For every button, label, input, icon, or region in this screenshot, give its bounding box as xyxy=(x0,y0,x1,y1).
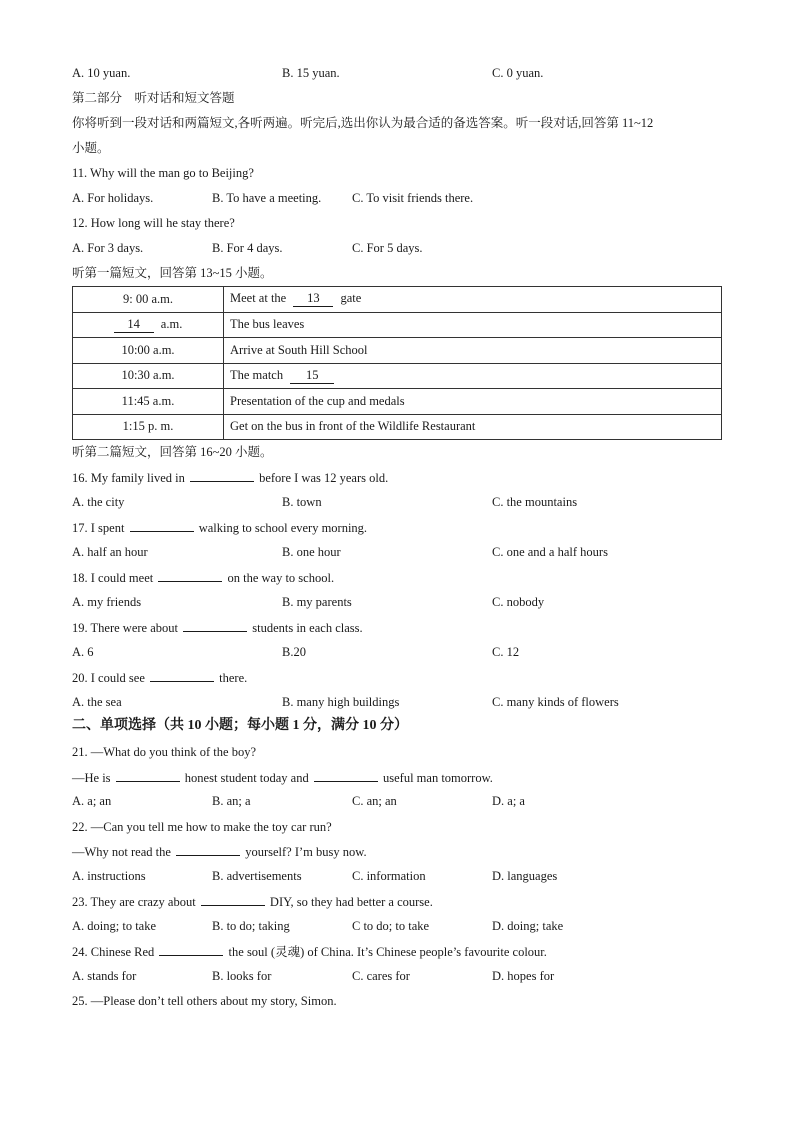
stem-text: the soul (灵魂) of China. It’s Chinese people’s favourite colour. xyxy=(228,945,547,959)
q24-option-a: A. stands for xyxy=(72,969,137,983)
answer-blank xyxy=(201,893,265,906)
answer-blank xyxy=(158,569,222,582)
q21-option-c: C. an; an xyxy=(352,794,397,808)
q21-option-b: B. an; a xyxy=(212,794,251,808)
stem-text: —Why not read the xyxy=(72,845,171,859)
q16-option-c: C. the mountains xyxy=(492,495,578,509)
q17-option-c: C. one and a half hours xyxy=(492,545,608,559)
q22-option-a: A. instructions xyxy=(72,869,146,883)
stem-text: 24. Chinese Red xyxy=(72,945,155,959)
time-text: a.m. xyxy=(160,316,183,331)
schedule-event: Presentation of the cup and medals xyxy=(224,389,722,415)
answer-blank xyxy=(190,469,254,482)
event-text: Meet at the xyxy=(230,291,287,306)
stem-text: useful man tomorrow. xyxy=(383,771,493,785)
stem-text: —He is xyxy=(72,771,111,785)
q16-stem xyxy=(72,469,388,486)
schedule-time: 1:15 p. m. xyxy=(73,414,224,440)
stem-text: walking to school every morning. xyxy=(198,521,368,535)
event-text: The match xyxy=(230,367,284,382)
q22-option-c: C. information xyxy=(352,869,426,883)
q21-option-d: D. a; a xyxy=(492,794,525,808)
q24-stem xyxy=(72,943,547,960)
answer-blank xyxy=(183,619,247,632)
q21-stem-line1: 21. —What do you think of the boy? xyxy=(72,745,256,759)
q21-option-a: A. a; an xyxy=(72,794,112,808)
q22-stem-line2 xyxy=(72,843,367,860)
stem-text: 17. I spent xyxy=(72,521,125,535)
q23-option-b: B. to do; taking xyxy=(212,919,290,933)
q22-option-b: B. advertisements xyxy=(212,869,302,883)
answer-blank xyxy=(116,769,180,782)
stem-text: honest student today and xyxy=(184,771,309,785)
q19-option-b: B.20 xyxy=(282,645,306,659)
stem-text: yourself? I’m busy now. xyxy=(245,845,367,859)
schedule-time: 10:00 a.m. xyxy=(73,338,224,364)
event-text: gate xyxy=(340,291,362,306)
q21-stem-line2 xyxy=(72,769,493,786)
table-row xyxy=(73,287,722,313)
answer-blank xyxy=(314,769,378,782)
q18-stem xyxy=(72,569,334,586)
q12-option-c: C. For 5 days. xyxy=(352,241,423,255)
table-row xyxy=(73,414,722,440)
q20-option-a: A. the sea xyxy=(72,695,122,709)
q23-option-a: A. doing; to take xyxy=(72,919,157,933)
stem-text: on the way to school. xyxy=(227,571,335,585)
table-row xyxy=(73,338,722,364)
answer-blank-13: 13 xyxy=(293,291,333,307)
schedule-time xyxy=(73,312,224,338)
schedule-event: Get on the bus in front of the Wildlife Restaurant xyxy=(224,414,722,440)
part2-instruction-line1: 你将听到一段对话和两篇短文,各听两遍。听完后,选出你认为最合适的备选答案。听一段对话,回答第 11~12 xyxy=(72,116,654,130)
stem-text: 19. There were about xyxy=(72,621,178,635)
table-row xyxy=(73,312,722,338)
q10-option-a: A. 10 yuan. xyxy=(72,66,131,80)
passage2-instruction: 听第二篇短文，回答第 16~20 小题。 xyxy=(72,445,273,459)
q24-option-c: C. cares for xyxy=(352,969,410,983)
q20-option-c: C. many kinds of flowers xyxy=(492,695,619,709)
q20-option-b: B. many high buildings xyxy=(282,695,400,709)
q11-option-c: C. To visit friends there. xyxy=(352,191,474,205)
q22-stem-line1: 22. —Can you tell me how to make the toy car run? xyxy=(72,820,332,834)
stem-text: 23. They are crazy about xyxy=(72,895,196,909)
q18-option-b: B. my parents xyxy=(282,595,352,609)
stem-text: before I was 12 years old. xyxy=(259,471,389,485)
q12-stem: 12. How long will he stay there? xyxy=(72,216,235,230)
q19-option-c: C. 12 xyxy=(492,645,520,659)
schedule-time: 9: 00 a.m. xyxy=(73,287,224,313)
q23-stem xyxy=(72,893,433,910)
stem-text: 20. I could see xyxy=(72,671,145,685)
stem-text: 18. I could meet xyxy=(72,571,154,585)
q24-option-b: B. looks for xyxy=(212,969,272,983)
schedule-time: 11:45 a.m. xyxy=(73,389,224,415)
schedule-event xyxy=(224,287,722,313)
q19-option-a: A. 6 xyxy=(72,645,94,659)
q24-option-d: D. hopes for xyxy=(492,969,555,983)
schedule-time: 10:30 a.m. xyxy=(73,363,224,389)
q11-option-b: B. To have a meeting. xyxy=(212,191,322,205)
answer-blank xyxy=(159,943,223,956)
schedule-event xyxy=(224,363,722,389)
schedule-event: Arrive at South Hill School xyxy=(224,338,722,364)
q20-stem xyxy=(72,669,247,686)
part2-title: 第二部分 听对话和短文答题 xyxy=(72,91,235,105)
stem-text: 16. My family lived in xyxy=(72,471,185,485)
answer-blank xyxy=(176,843,240,856)
answer-blank-14: 14 xyxy=(114,317,154,333)
q16-option-a: A. the city xyxy=(72,495,125,509)
section2-title: 二、单项选择（共 10 小题；每小题 1 分，满分 10 分） xyxy=(72,718,408,733)
answer-blank-15: 15 xyxy=(290,368,334,384)
q16-option-b: B. town xyxy=(282,495,322,509)
q17-option-a: A. half an hour xyxy=(72,545,148,559)
part2-instruction-line2: 小题。 xyxy=(72,141,110,155)
stem-text: there. xyxy=(219,671,248,685)
q12-option-b: B. For 4 days. xyxy=(212,241,283,255)
q22-option-d: D. languages xyxy=(492,869,558,883)
q18-option-c: C. nobody xyxy=(492,595,545,609)
q12-option-a: A. For 3 days. xyxy=(72,241,144,255)
table-row xyxy=(73,363,722,389)
stem-text: students in each class. xyxy=(252,621,363,635)
answer-blank xyxy=(150,669,214,682)
stem-text: DIY, so they had better a course. xyxy=(269,895,433,909)
q23-option-c: C to do; to take xyxy=(352,919,430,933)
q19-stem xyxy=(72,619,363,636)
schedule-table xyxy=(72,286,722,440)
q17-option-b: B. one hour xyxy=(282,545,341,559)
q11-stem: 11. Why will the man go to Beijing? xyxy=(72,166,254,180)
schedule-event: The bus leaves xyxy=(224,312,722,338)
q17-stem xyxy=(72,519,367,536)
passage1-instruction: 听第一篇短文，回答第 13~15 小题。 xyxy=(72,266,273,280)
q25-stem-line1: 25. —Please don’t tell others about my story, Simon. xyxy=(72,994,337,1008)
q10-option-b: B. 15 yuan. xyxy=(282,66,340,80)
table-row xyxy=(73,389,722,415)
q18-option-a: A. my friends xyxy=(72,595,142,609)
q11-option-a: A. For holidays. xyxy=(72,191,154,205)
answer-blank xyxy=(130,519,194,532)
q10-option-c: C. 0 yuan. xyxy=(492,66,544,80)
q23-option-d: D. doing; take xyxy=(492,919,564,933)
